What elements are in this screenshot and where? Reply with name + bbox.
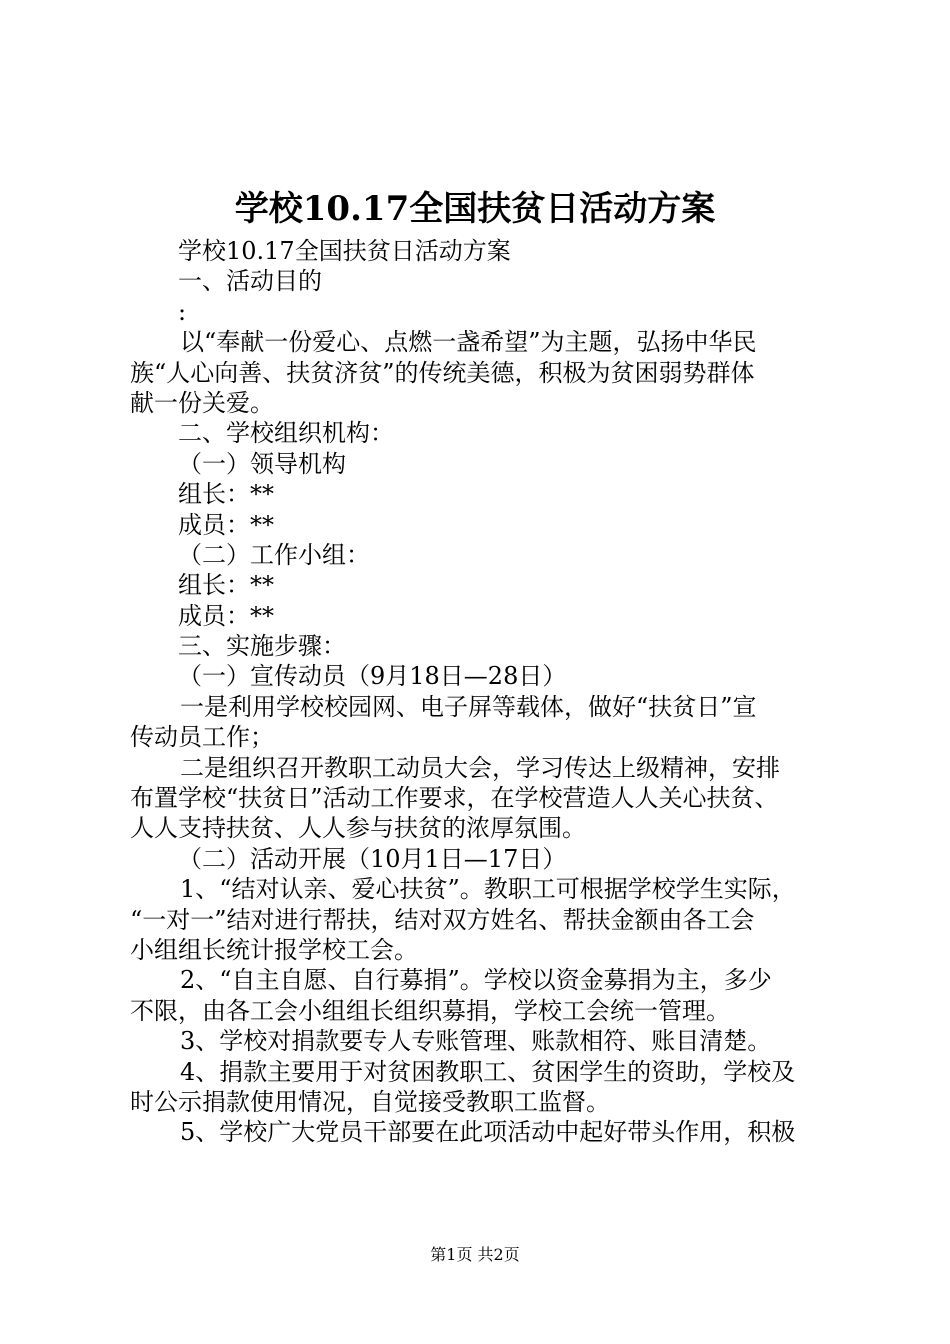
body-line: 4、捐款主要用于对贫困教职工、贫困学生的资助，学校及: [180, 1057, 796, 1086]
body-line: 时公示捐款使用情况，自觉接受教职工监督。: [130, 1087, 610, 1116]
body-line: 学校10.17全国扶贫日活动方案: [178, 237, 511, 265]
body-line: “一对一”结对进行帮扶，结对双方姓名、帮扶金额由各工会: [130, 905, 755, 934]
document-title: 学校10.17全国扶贫日活动方案: [234, 189, 716, 229]
body-line: 传动员工作；: [130, 723, 274, 752]
body-line: :: [178, 297, 187, 326]
body-line: 成员：**: [178, 510, 274, 539]
body-line: 3、学校对捐款要专人专账管理、账款相符、账目清楚。: [180, 1027, 772, 1056]
body-line: 二、学校组织机构：: [178, 419, 394, 448]
document-body: [130, 236, 830, 1148]
body-line: 献一份关爱。: [130, 388, 274, 417]
body-line: 5、学校广大党员干部要在此项活动中起好带头作用，积极: [180, 1118, 796, 1147]
body-line: 成员：**: [178, 601, 274, 630]
body-line: 组长：**: [178, 480, 274, 509]
body-line: 不限，由各工会小组组长组织募捐，学校工会统一管理。: [130, 996, 730, 1025]
body-line: （一）宣传动员（9月18日—28日）: [178, 662, 567, 691]
body-line: 以“奉献一份爱心、点燃一盏希望”为主题，弘扬中华民: [180, 328, 757, 357]
page-footer: 第1页 共2页: [430, 1245, 520, 1264]
body-line: 一是利用学校校园网、电子屏等载体，做好“扶贫日”宣: [180, 692, 757, 721]
body-line: 族“人心向善、扶贫济贫”的传统美德，积极为贫困弱势群体: [130, 358, 755, 387]
body-line: 一、活动目的: [178, 267, 322, 296]
body-line: 1、“结对认亲、爱心扶贫”。教职工可根据学校学生实际，: [180, 875, 796, 904]
body-line: 小组组长统计报学校工会。: [130, 935, 418, 964]
body-line: 人人支持扶贫、人人参与扶贫的浓厚氛围。: [130, 814, 586, 843]
body-line: 布置学校“扶贫日”活动工作要求，在学校营造人人关心扶贫、: [130, 784, 779, 813]
body-line: （二）工作小组：: [178, 540, 370, 569]
body-line: （二）活动开展（10月1日—17日）: [178, 844, 567, 873]
body-line: 二是组织召开教职工动员大会，学习传达上级精神，安排: [180, 753, 780, 782]
body-line: （一）领导机构: [178, 449, 346, 478]
body-line: 2、“自主自愿、自行募捐”。学校以资金募捐为主，多少: [180, 966, 772, 995]
body-line: 三、实施步骤：: [178, 632, 346, 661]
body-line: 组长：**: [178, 571, 274, 600]
